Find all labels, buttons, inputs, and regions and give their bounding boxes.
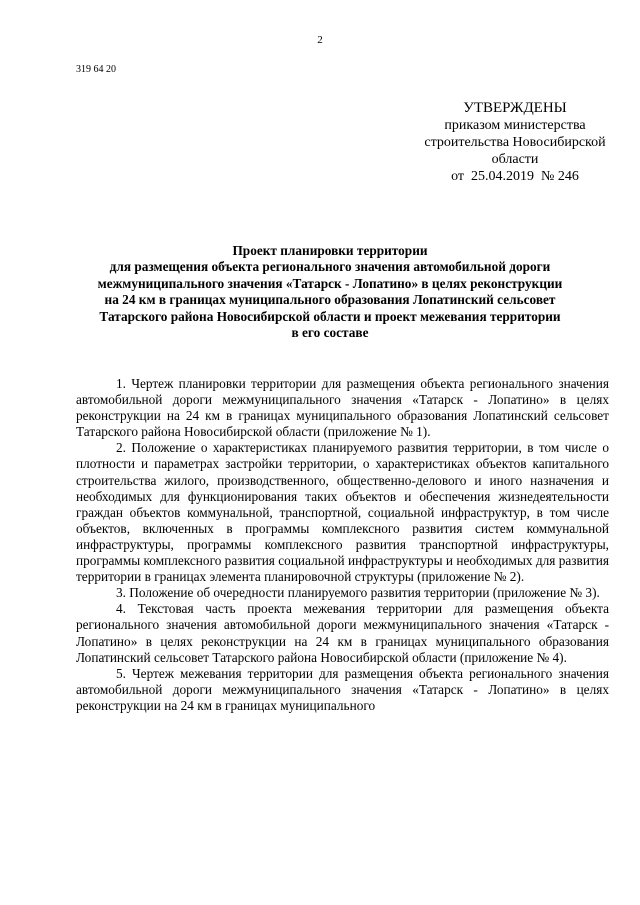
approval-line: строительства Новосибирской bbox=[424, 135, 606, 150]
title-line: Проект планировки территории bbox=[232, 243, 428, 258]
approval-heading: УТВЕРЖДЕНЫ bbox=[463, 100, 567, 116]
title-line: на 24 км в границах муниципального образования Лопатинский сельсовет bbox=[104, 292, 556, 308]
approval-line: области bbox=[491, 152, 539, 167]
paragraph-4: 4. Текстовая часть проекта межевания территории для размещения объекта регионального значения автомобильной дороги межмуниципального значения «Татарск - Лопатино» в целях реконструкции на 24 км в границах муниципального образования Лопатинский сельсовет Татарского района Новосибирской области (приложение № 4). bbox=[76, 601, 609, 665]
paragraph-5: 5. Чертеж межевания территории для размещения объекта регионального значения автомобильной дороги межмуниципального значения «Татарск - Лопатино» в целях реконструкции на 24 км в границах муниципального bbox=[76, 665, 609, 713]
approval-date-number: от 25.04.2019 № 246 bbox=[451, 169, 579, 184]
paragraph-2: 2. Положение о характеристиках планируемого развития территории, в том числе о плотности и параметрах застройки территории, о характеристиках объектов капитального строительства жилого, производственного, общественно-делового и иного назначения и необходимых для функционирования таких объектов и обеспечения жизнедеятельности граждан объектов коммунальной, транспортной, социальной инфраструктур, в том числе объектов, включенных в программы комплексного развития систем коммунальной инфраструктуры, программы комплексного развития транспортной инфраструктуры, программы комплексного развития социальной инфраструктуры и необходимых для развития территории в границах элемента планировочной структуры (приложение № 2). bbox=[76, 440, 609, 585]
paragraph-3: 3. Положение об очередности планируемого развития территории (приложение № 3). bbox=[116, 585, 600, 601]
title-line: межмуниципального значения «Татарск - Лопатино» в целях реконструкции bbox=[97, 275, 563, 291]
document-title bbox=[70, 243, 590, 341]
document-code: 319 64 20 bbox=[76, 64, 116, 75]
title-line: для размещения объекта регионального значения автомобильной дороги bbox=[109, 259, 551, 275]
title-line: в его составе bbox=[291, 325, 369, 341]
page-number: 2 bbox=[317, 34, 323, 46]
approval-line: приказом министерства bbox=[444, 118, 586, 133]
document-body bbox=[76, 376, 609, 714]
paragraph-1: 1. Чертеж планировки территории для размещения объекта регионального значения автомобильной дороги межмуниципального значения «Татарск - Лопатино» в целях реконструкции на 24 км в границах муниципального образования Лопатинский сельсовет Татарского района Новосибирской области (приложение № 1). bbox=[76, 376, 609, 440]
title-line: Татарского района Новосибирской области и проект межевания территории bbox=[99, 308, 561, 324]
approval-stamp bbox=[400, 100, 630, 185]
